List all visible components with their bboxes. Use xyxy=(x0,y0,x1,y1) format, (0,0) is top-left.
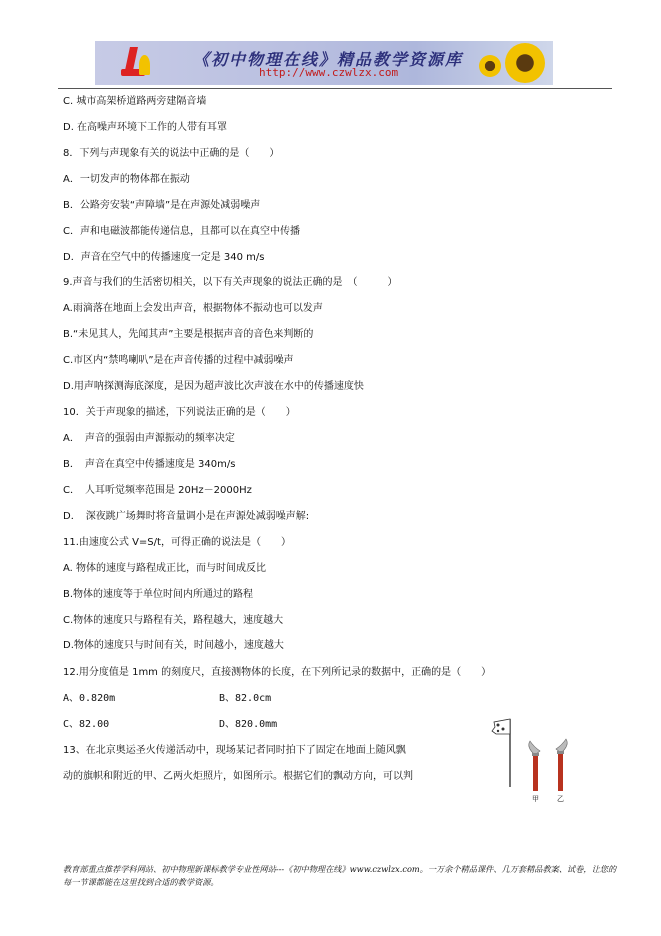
flag-torch-figure xyxy=(486,715,586,805)
sunflower-icon xyxy=(505,43,545,83)
q11-option-c: C.物体的速度只与路程有关，路程越大，速度越大 xyxy=(63,615,284,626)
q10-stem: 10．关于声现象的描述，下列说法正确的是（ ） xyxy=(63,407,296,418)
q10-option-d: D． 深夜跳广场舞时将音量调小是在声源处减弱噪声解: xyxy=(63,511,310,522)
q9-option-b: B.“未见其人，先闻其声”主要是根据声音的音色来判断的 xyxy=(63,329,314,340)
q8-option-a: A．一切发声的物体都在振动 xyxy=(63,174,190,185)
q8-option-d: D．声音在空气中的传播速度一定是 340 m/s xyxy=(63,252,265,263)
q9-option-d: D.用声呐探测海底深度，是因为超声波比次声波在水中的传播速度快 xyxy=(63,381,364,392)
q12-option-b: B、82.0cm xyxy=(219,693,272,704)
q13-stem-line2: 动的旗帜和附近的甲、乙两火炬照片，如图所示。根据它们的飘动方向，可以判 xyxy=(63,771,413,782)
q7-option-c: C. 城市高架桥道路两旁建隔音墙 xyxy=(63,96,207,107)
header-banner xyxy=(95,41,553,85)
q8-option-b: B．公路旁安装“声障墙”是在声源处减弱噪声 xyxy=(63,200,261,211)
q9-option-c: C.市区内“禁鸣喇叭”是在声音传播的过程中减弱噪声 xyxy=(63,355,294,366)
q10-option-a: A． 声音的强弱由声源振动的频率决定 xyxy=(63,433,235,444)
q12-option-d: D、820.0mm xyxy=(219,719,278,730)
q12-option-c: C、82.00 xyxy=(63,719,110,730)
sunflower-icon xyxy=(479,55,501,77)
page-footer: 教育部重点推荐学科网站、初中物理新课标教学专业性网站---《初中物理在线》www.czwlzx.com。一万余个精品课件、几万套精品教案、试卷，让您的每一节课都能在这里找到合适的教学资源。 xyxy=(63,864,617,887)
q11-option-b: B.物体的速度等于单位时间内所通过的路程 xyxy=(63,589,254,600)
logo-flame xyxy=(139,55,150,75)
q12-stem: 12.用分度值是 1mm 的刻度尺，直接测物体的长度，在下列所记录的数据中，正确的是（ ） xyxy=(63,667,492,678)
q9-option-a: A.雨滴落在地面上会发出声音，根据物体不振动也可以发声 xyxy=(63,303,323,314)
q11-option-d: D.物体的速度只与时间有关，时间越小，速度越大 xyxy=(63,640,284,651)
torch-yi-label: 乙 xyxy=(557,795,564,803)
q11-option-a: A. 物体的速度与路程成正比，而与时间成反比 xyxy=(63,563,267,574)
flag-icon xyxy=(492,719,510,787)
torch-jia-icon xyxy=(529,741,540,791)
q9-stem: 9.声音与我们的生活密切相关，以下有关声现象的说法正确的是 （ ） xyxy=(63,277,398,288)
torch-yi-icon xyxy=(556,739,567,791)
q10-option-b: B． 声音在真空中传播速度是 340m/s xyxy=(63,459,236,470)
q8-option-c: C．声和电磁波都能传递信息，且都可以在真空中传播 xyxy=(63,226,300,237)
header-divider xyxy=(58,88,612,89)
q10-option-c: C． 人耳听觉频率范围是 20Hz－2000Hz xyxy=(63,485,252,496)
q7-option-d: D. 在高噪声环境下工作的人带有耳罩 xyxy=(63,122,228,133)
q11-stem: 11.由速度公式 V=S/t，可得正确的说法是（ ） xyxy=(63,537,291,548)
torch-jia-label: 甲 xyxy=(532,795,539,803)
q13-stem-line1: 13、在北京奥运圣火传递活动中，现场某记者同时拍下了固定在地面上随风飘 xyxy=(63,745,406,756)
banner-title: 《初中物理在线》精品教学资源库 xyxy=(193,50,464,69)
q8-stem: 8．下列与声现象有关的说法中正确的是（ ） xyxy=(63,148,280,159)
banner-url[interactable]: http://www.czwlzx.com xyxy=(259,66,399,79)
q12-option-a: A、0.820m xyxy=(63,693,116,704)
